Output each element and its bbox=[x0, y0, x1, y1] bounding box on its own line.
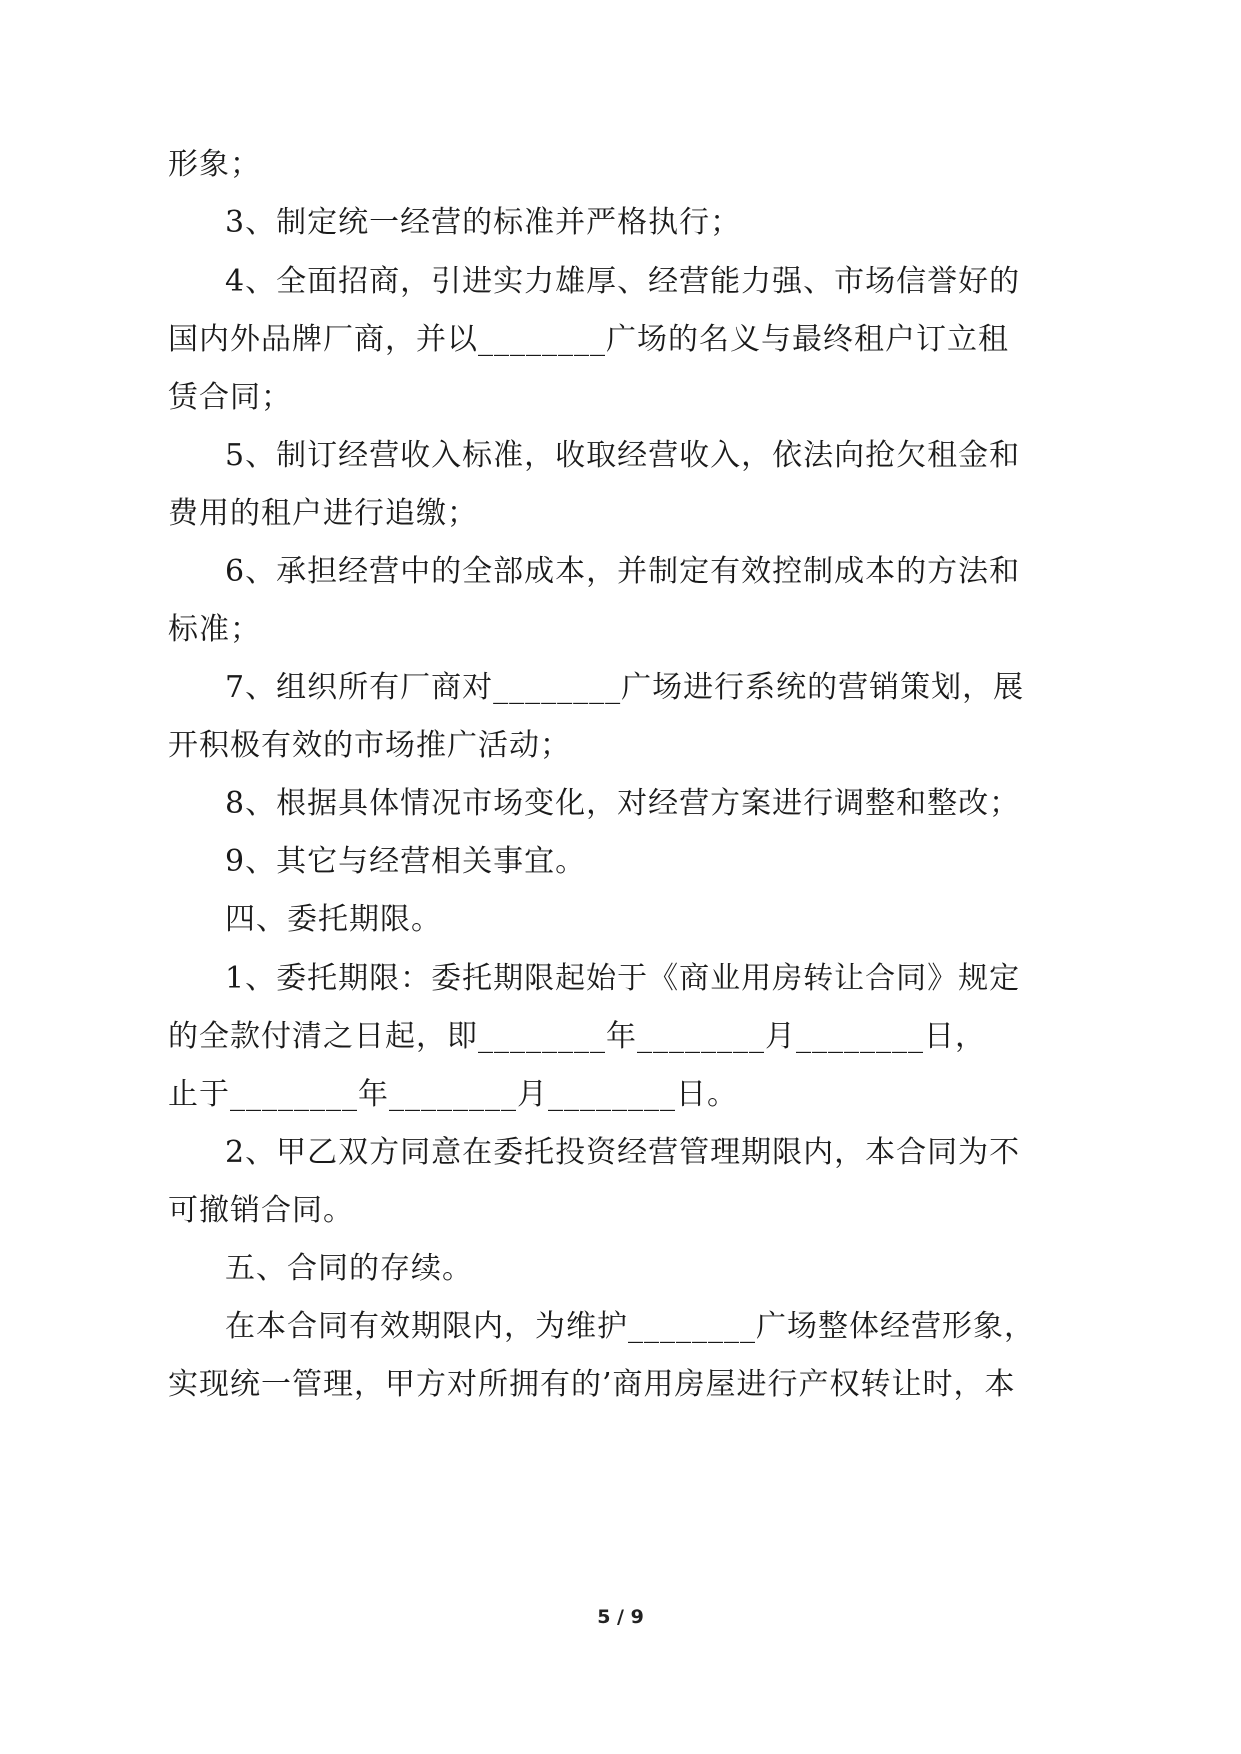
text-line: 的全款付清之日起，即________年________月________日， bbox=[168, 1019, 986, 1054]
text-line: 在本合同有效期限内，为维护________广场整体经营形象， bbox=[225, 1309, 1035, 1344]
text-line: 1、委托期限：委托期限起始于《商业用房转让合同》规定 bbox=[225, 961, 1021, 996]
section-heading: 四、委托期限。 bbox=[225, 902, 442, 937]
text-line: 5、制订经营收入标准，收取经营收入，依法向抢欠租金和 bbox=[225, 438, 1021, 473]
text-line: 开积极有效的市场推广活动； bbox=[168, 728, 571, 763]
text-line: 2、甲乙双方同意在委托投资经营管理期限内，本合同为不 bbox=[225, 1135, 1021, 1170]
text-line: 实现统一管理，甲方对所拥有的’商用房屋进行产权转让时，本 bbox=[168, 1367, 1016, 1402]
text-line: 7、组织所有厂商对________广场进行系统的营销策划，展 bbox=[225, 670, 1025, 705]
text-line: 3、制定统一经营的标准并严格执行； bbox=[225, 205, 742, 240]
text-line: 标准； bbox=[168, 612, 261, 647]
text-line: 8、根据具体情况市场变化，对经营方案进行调整和整改； bbox=[225, 786, 1021, 821]
section-heading: 五、合同的存续。 bbox=[225, 1251, 473, 1286]
text-line: 4、全面招商，引进实力雄厚、经营能力强、市场信誉好的 bbox=[225, 264, 1021, 299]
text-line: 9、其它与经营相关事宜。 bbox=[225, 844, 587, 879]
text-line: 6、承担经营中的全部成本，并制定有效控制成本的方法和 bbox=[225, 554, 1021, 589]
text-line: 国内外品牌厂商，并以________广场的名义与最终租户订立租 bbox=[168, 322, 1009, 357]
text-line: 可撤销合同。 bbox=[168, 1193, 354, 1228]
text-line: 止于________年________月________日。 bbox=[168, 1077, 738, 1112]
page-number: 5 / 9 bbox=[597, 1606, 644, 1628]
text-line: 赁合同； bbox=[168, 380, 292, 415]
text-line: 形象； bbox=[168, 147, 261, 182]
text-line: 费用的租户进行追缴； bbox=[168, 496, 478, 531]
